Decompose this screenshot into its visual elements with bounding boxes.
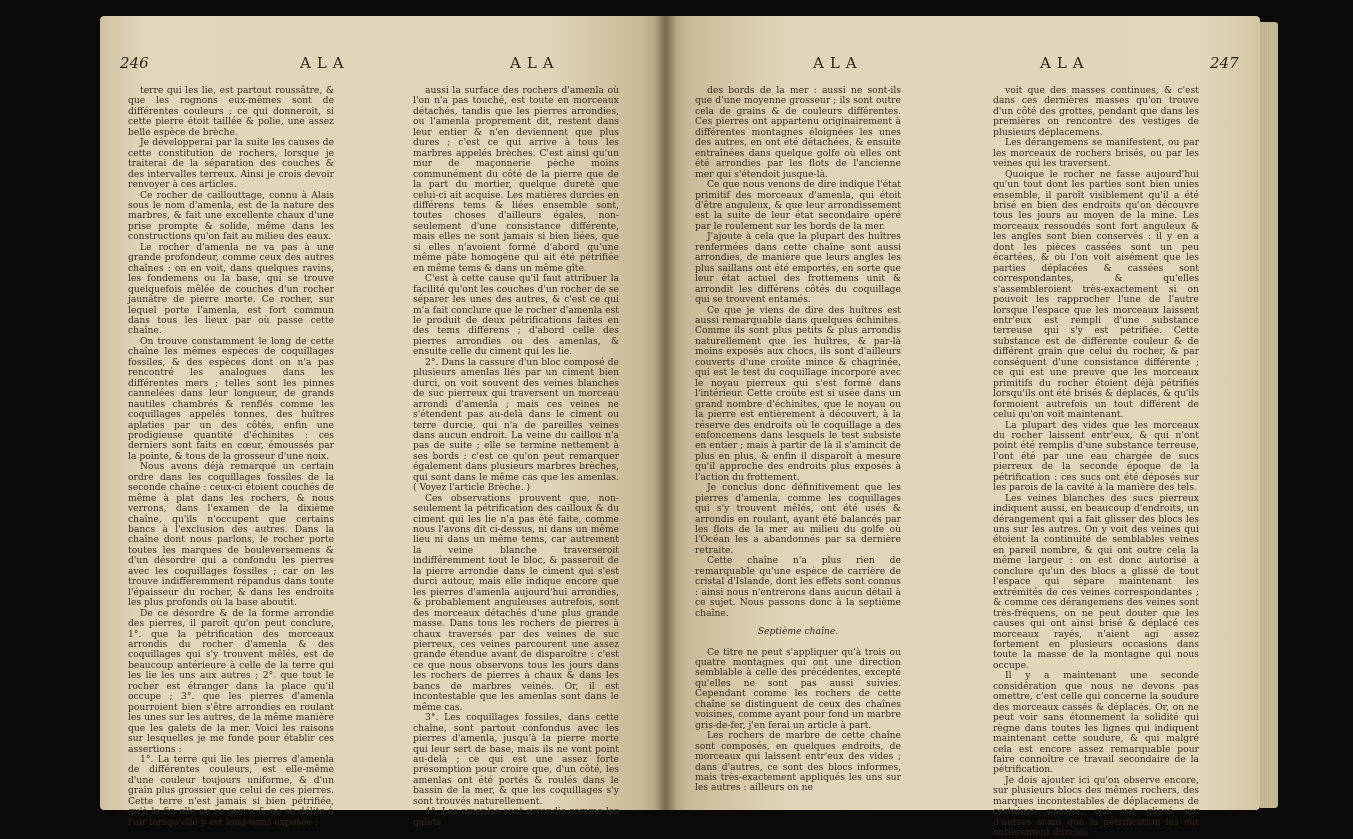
paragraph: Cette chaîne n'a plus rien de remarquable qu'une espèce de carrière de cristal d'Islande, dont les effets sont connus : ainsi nous n'entrerons dans aucun détail à ce sujet. Nous passons donc à la septième chaîne.	[695, 555, 901, 619]
paragraph: Les rochers de marbre de cette chaîne sont composés, en quelques endroits, de morceaux qui laissent entr'eux des vides ; dans d'autres, ce sont des blocs informes, mais très-exactement appliqués les uns sur les autres : ailleurs on ne	[695, 730, 901, 794]
paragraph: C'est à cette cause qu'il faut attribuer la facilité qu'ont les couches d'un rocher de se séparer les unes des autres, & c'est ce qui m'a fait conclure que le rocher d'amenla est le produit de deux pétrifications faites en des tems différens ; d'abord celle des pierres arrondies ou des amenlas, & ensuite celle du ciment qui les lie.	[413, 273, 619, 358]
paragraph: La plupart des vides que les morceaux du rocher laissent entr'eux, & qui n'ont point été remplis d'une substance terreuse, l'ont été par une eau chargée de sucs pierreux de la seconde époque de la pétrification : ces sucs ont été déposés sur les parois de la cavité à la manière des tels.	[993, 419, 1199, 494]
paragraph: 3°. Les coquillages fossiles, dans cette chaîne, sont partout confondus avec les pierres d'amenla, jusqu'à la pierre morte qui leur sert de base, mais ils ne vont point au-delà ; ce qui est une assez forte présomption pour croire que, d'un côté, les amenlas ont été portés & roulés dans le bassin de la mer, & que les coquillages s'y sont trouvés naturellement.	[413, 712, 619, 807]
paragraph: Je développerai par la suite les causes de cette constitution de rochers, lorsque je traiterai de la séparation des couches & des intervalles terreux. Ainsi je crois devoir renvoyer à ces articles.	[128, 137, 334, 191]
right-page	[665, 16, 1260, 839]
paragraph: On trouve constamment le long de cette chaîne les mêmes espèces de coquillages fossiles, & des espèces dont on n'a pas rencontré les analogues dans les différentes mers ; telles sont les pinnes cannelées dans leur longueur, de grands nautiles chambrés & renflés comme les coquillages appelés tonnes, des huîtres aplaties par un des côtés, enfin une prodigieuse quantité d'échinites : ces derniers sont faits en cœur, émoussés par la pointe, & tous de la grosseur d'une noix.	[128, 335, 334, 462]
paragraph: J'ajoute à cela que la plupart des huîtres renfermées dans cette chaîne sont aussi arrondies, de manière que leurs angles les plus saillans ont été emportés, en sorte que leur état actuel des frottemens unit & arrondit les différens côtés du coquillage qui se trouvent entamés.	[695, 231, 901, 306]
page-edges	[1260, 22, 1278, 808]
right-running-head-1: ALA	[813, 54, 863, 72]
right-column-2	[993, 86, 1199, 839]
paragraph: Je conclus donc définitivement que les pierres d'amenla, comme les coquillages qui s'y trouvent mêlés, ont été usés & arrondis en roulant, ayant été balancés par les flots de la mer au milieu du golfe où l'Océan les a abandonnés par sa dernière retraite.	[695, 482, 901, 556]
left-running-head-2: ALA	[510, 54, 560, 72]
right-column-1	[695, 86, 901, 794]
paragraph: Je dois ajouter ici qu'on observe encore, sur plusieurs blocs des mêmes rochers, des marques incontestables de déplacemens de certaines masses, qui ont glissé sur d'autres avant que la pétrification les eût entièrement durcies.	[993, 774, 1199, 839]
paragraph: 4°. Les amenlas sont arrondis comme les galets	[413, 806, 619, 828]
section-heading: Septième chaîne.	[757, 626, 839, 638]
paragraph: Il y a maintenant une seconde considération que nous ne devons pas omettre, c'est celle qui concerne la soudure des morceaux cassés & déplacés. Or, on ne peut voir sans étonnement la solidité qui règne dans toutes les lignes qui indiquent maintenant cette soudure, & qui malgré cela est encore assez remarquable pour faire connoître ce travail secondaire de la pétrification.	[993, 670, 1199, 776]
paragraph: 2°. Dans la cassure d'un bloc composé de plusieurs amenlas liés par un ciment bien durci, on voit souvent des veines blanches de suc pierreux qui traversent un morceau arrondi d'amenla ; mais ces veines ne s'étendent pas au-delà dans le ciment ou terre durcie, qui n'a de pareilles veines dans aucun endroit. La veine du caillou n'a pas de suite ; elle se termine nettement à ses bords : c'est ce qu'on peut remarquer également dans plusieurs marbres brèches, qui sont dans le même cas que les amenlas. ( Voyez l'article Brèche. )	[413, 356, 619, 494]
paragraph: Les veines blanches des sucs pierreux indiquent aussi, en beaucoup d'endroits, un dérangement qui a fait glisser des blocs les uns sur les autres. On y voit des veines qui étoient la continuité de semblables veines en pareil nombre, & qui ont outre cela la même largeur : on est donc autorisé à conclure qu'un des blocs a glissé de tout l'espace qui sépare maintenant les extrémités de ces veines correspondantes ; & comme ces dérangemens des veines sont très-fréquens, on ne peut douter que les causes qui ont ainsi brisé & déplacé ces morceaux rayés, n'aient agi assez fortement en plusieurs occasions dans toute la masse de la montagne qui nous occupe.	[993, 492, 1199, 671]
open-book	[100, 16, 1260, 839]
left-page	[100, 16, 665, 828]
right-page-number: 247	[1210, 54, 1239, 72]
paragraph: aussi la surface des rochers d'amenla où l'on n'a pas touché, est toute en morceaux détachés, tandis que les pierres arrondies, ou l'amenla proprement dit, restent dans leur entier & n'en deviennent que plus dures ; c'est ce qui arrive à tous les marbres appelés brèches. C'est ainsi qu'un mur de maçonnerie pèche moins communément du côté de la pierre que de la part du mortier, quelque dureté que celui-ci ait acquise. Les matières durcies en différens tems & liées ensemble sont, toutes choses d'ailleurs égales, non-seulement d'une consistance différente, mais elles ne sont jamais si bien liées, que si elles n'avoient formé d'abord qu'une même pâte homogène qui ait été pétrifiée en même tems & dans un même gîte.	[413, 85, 619, 274]
paragraph: Le rocher d'amenla ne va pas à une grande profondeur, comme ceux des autres chaînes : on en voit, dans quelques ravins, les fondemens ou la base, qui se trouve quelquefois mêlée de couches d'un rocher jaunâtre de pierre morte. Ce rocher, sur lequel porte l'amenla, est fort commun dans tous les lieux par où passe cette chaîne.	[128, 241, 334, 337]
paragraph: Ce titre ne peut s'appliquer qu'à trois ou quatre montagnes qui ont une direction semblable à celle des précédentes, excepté qu'elles ne sont pas aussi suivies. Cependant comme les rochers de cette chaîne se distinguent de ceux des chaînes voisines, comme ayant pour fond un marbre gris-de-fer, j'en ferai un article à part.	[695, 646, 901, 731]
left-column-1	[128, 86, 334, 828]
paragraph: 1°. La terre qui lie les pierres d'amenla de différentes couleurs, est elle-même d'une couleur toujours uniforme, & d'un grain plus grossier que celui de ces pierres. Cette terre n'est jamais si bien pétrifiée, qu'à la fin elle ne se gerce & ne se délite à l'air lorsqu'elle y est long-tems exposée :	[128, 754, 334, 828]
paragraph: terre qui les lie, est partout roussâtre, & que les rognons eux-mêmes sont de différentes couleurs ; ce qui donneroit, si cette pierre étoit taillée & polie, une assez belle espèce de brèche.	[128, 85, 334, 138]
paragraph: Nous avons déjà remarqué un certain ordre dans les coquillages fossiles de la seconde chaîne : ceux-ci étoient couchés de même à plat dans les rochers, & nous verrons, dans l'examen de la dixième chaîne, qu'ils n'occupent que certains bancs à l'exclusion des autres. Dans la chaîne dont nous parlons, le rocher porte toutes les marques de bouleversemens & d'un désordre qui a confondu les pierres avec les coquillages fossiles ; car on les trouve indifféremment répandus dans toute l'épaisseur du rocher, & dans les endroits les plus profonds où la base aboutit.	[128, 461, 334, 609]
paragraph: Ce que nous venons de dire indique l'état primitif des morceaux d'amenla, qui étoit d'être anguleux, & que leur arrondissement est la suite de leur état secondaire opéré par le roulement sur les bords de la mer.	[695, 179, 901, 232]
book-gutter	[655, 16, 677, 810]
paragraph: Ces observations prouvent que, non-seulement la pétrification des cailloux & du ciment qui les lie n'a pas été faite, comme nous l'avons dit ci-dessus, ni dans un même lieu ni dans un même tems, car autrement la veine blanche traverseroit indifféremment tout le bloc, & passeroit de la pierre arrondie dans le ciment qui s'est durci autour, mais elle indique encore que les pierres d'amenla aujourd'hui arrondies, & probablement anguleuses autrefois, sont des morceaux détachés d'une plus grande masse. Dans tous les rochers de pierres à chaux traversés par des veines de suc pierreux, ces veines parcourent une assez grande étendue avant de disparoître : c'est ce que nous observons tous les jours dans les rochers de pierres à chaux & dans les bancs de marbres veinés. Or, il est incontestable que les amenlas sont dans le même cas.	[413, 492, 619, 713]
paragraph: Ce rocher de caillouttage, connu à Alais sous le nom d'amenla, est de la nature des marbres, & fait une excellente chaux d'une prise prompte & solide, même dans les constructions qu'on fait au milieu des eaux.	[128, 189, 334, 243]
paragraph: De ce désordre & de la forme arrondie des pierres, il paroît qu'on peut conclure, 1°. que la pétrification des morceaux arrondis du rocher d'amenla & des coquillages qui s'y trouvent mêlés, est de beaucoup antérieure à celle de la terre qui les lie les uns aux autres ; 2°. que tout le rocher est étranger dans la place qu'il occupe ; 3°. que les pierres d'amenla pourroient bien s'être arrondies en roulant les unes sur les autres, de la même manière que les galets de la mer. Voici les raisons sur lesquelles je me fonde pour établir ces assertions :	[128, 607, 334, 755]
right-running-head-2: ALA	[1040, 54, 1090, 72]
paragraph: Les dérangemens se manifestent, ou par les morceaux de rochers brisés, ou par les veines qui les traversent.	[993, 137, 1199, 170]
left-page-number: 246	[120, 54, 149, 72]
paragraph: Ce que je viens de dire des huîtres est aussi remarquable dans quelques échinites. Comme ils sont plus petits & plus arrondis naturellement que les huîtres, & par-là moins exposés aux chocs, ils sont d'ailleurs couverts d'une croûte mince & chagrinée, qui est le test du coquillage incorporé avec le noyau pierreux qui s'est formé dans l'intérieur. Cette croûte est si usée dans un grand nombre d'échinites, que le noyau ou la pierre est entièrement à découvert, à la réserve des endroits où le coquillage a des enfoncemens dans lesquels le test subsiste en entier ; mais à partir de là il s'amincit de plus en plus, & enfin il disparoît à mesure qu'il approche des endroits plus exposés à l'action du frottement.	[695, 304, 901, 483]
paragraph: voit que des masses continues, & c'est dans ces dernières masses qu'on trouve d'un côté des grottes, pendant que dans les premières on rencontre des vestiges de plusieurs déplacemens.	[993, 85, 1199, 138]
paragraph: Quoique le rocher ne fasse aujourd'hui qu'un tout dont les parties sont bien unies ensemble, il paroît visiblement qu'il a été brisé en bien des endroits qu'on découvre tous les jours au moyen de la mine. Les morceaux ressoudés sont fort anguleux & les angles sont bien conservés : il y en a dont les pièces cassées sont un peu écartées, & où l'on voit aisément que les parties déplacées & cassées sont correspondantes, & qu'elles s'assembleroient très-exactement si on pouvoit les rapprocher l'une de l'autre lorsque l'espace que les morceaux laissent entr'eux est rempli d'une substance terreuse qui s'y est pétrifiée. Cette substance est de différente couleur & de différent grain que celui du rocher, & par conséquent d'une consistance différente ; ce qui est une preuve que les morceaux primitifs du rocher étoient déjà pétrifiés lorsqu'ils ont été brisés & déplacés, & qu'ils formoient autrefois un tout différent de celui qu'on voit maintenant.	[993, 168, 1199, 421]
left-column-2	[413, 86, 619, 828]
paragraph: des bords de la mer : aussi ne sont-ils que d'une moyenne grosseur ; ils sont outre cela de grains & de couleurs différentes. Ces pierres ont appartenu originairement à différentes montagnes éloignées les unes des autres, en ont été détachées, & ensuite entraînées dans quelque golfe où elles ont été arrondies par les flots de l'ancienne mer qui s'étendoit jusque-là.	[695, 85, 901, 180]
left-running-head-1: ALA	[300, 54, 350, 72]
